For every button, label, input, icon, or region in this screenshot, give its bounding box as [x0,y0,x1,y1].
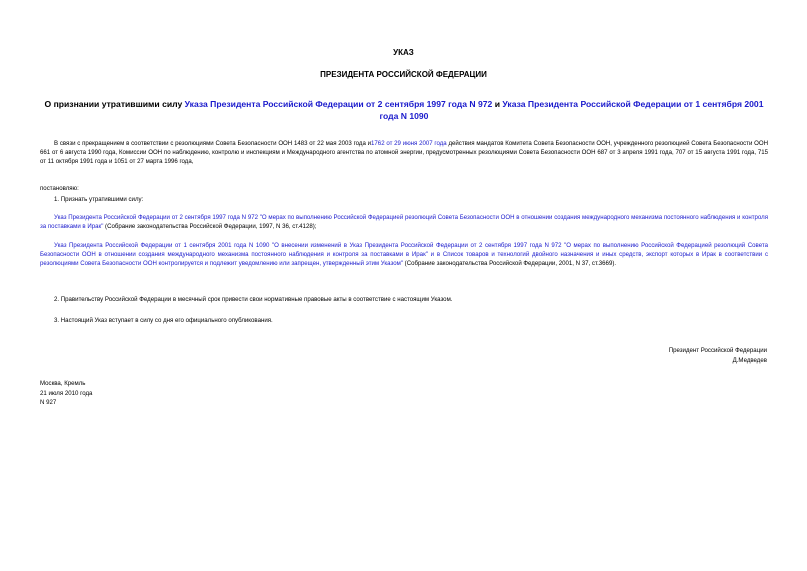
decree-1090-source: (Собрание законодательства Российской Федерации, 2001, N 37, ст.3669). [402,260,617,267]
document-title [40,98,768,122]
signatory-name: Д.Медведев [732,357,767,364]
decree-1090-link[interactable]: Указ Президента Российской Федерации от 1 сентября 2001 года N 1090 "О внесении изменений в Указ Президента Российской Федерации от 2 сентября 1997 года N 972 "О мерах по выполнению Российской Федерацией резолюций Совета Безопасности ООН в отношении создания международного механизма постоянного наблюдения и контроля за поставками в Ирак" и в Список товаров и технологий двойного назначения и иных средств, экспорт которых в Ирак в соответствии с резолюциями Совета Безопасности ООН контролируется и подлежит уведомлению или запрещен, утвержденный этим Указом" [40,242,768,267]
signature-block [669,346,767,366]
decree-972-source: (Собрание законодательства Российской Федерации, 1997, N 36, ст.4128); [103,223,317,230]
title-link-decree-972[interactable]: Указа Президента Российской Федерации от 2 сентября 1997 года N 972 [184,99,493,109]
issuance-date: 21 июля 2010 года [40,389,93,397]
item-1: 1. Признать утратившими силу: [54,196,144,203]
issuance-details [40,379,92,408]
decree-word: постановляю: [40,185,79,192]
decree-number: N 927 [40,399,57,406]
item-3: 3. Настоящий Указ вступает в силу со дня его официального опубликования. [54,317,273,324]
repealed-decree-972 [40,213,768,231]
intro-text-start: В связи с прекращением в соответствии с резолюциями Совета Безопасности ООН 1483 от 22 мая 2003 года и [54,140,372,147]
decree-972-link[interactable]: Указ Президента Российской Федерации от 2 сентября 1997 года N 972 "О мерах по выполнению Российской Федерацией резолюций Совета Безопасности ООН в отношении создания международного механизма постоянного наблюдения и контроля за поставками в Ирак" [40,214,768,230]
resolution-1762-link[interactable]: 1762 от 29 июня 2007 года [371,140,447,147]
issuer-heading: ПРЕЗИДЕНТА РОССИЙСКОЙ ФЕДЕРАЦИИ [320,70,487,79]
title-link-decree-1090[interactable]: Указа Президента Российской Федерации от 1 сентября 2001 года N 1090 [379,99,764,121]
document-type-heading: УКАЗ [393,48,414,57]
title-prefix: О признании утратившими силу [44,99,185,109]
intro-text-end: действия мандатов Комитета Совета Безопасности ООН, учрежденного резолюцией Совета Безопасности ООН 661 от 6 августа 1990 года, Комиссии ООН по наблюдению, контролю и инспекциям и Международного агентства по атомной энергии, предусмотренных резолюциями Совета Безопасности ООН 687 от 3 апреля 1991 года, 707 от 15 августа 1991 года, 715 от 11 октября 1991 года и 1051 от 27 марта 1996 года, [40,140,768,165]
signatory-position: Президент Российской Федерации [668,347,767,354]
repealed-decree-1090 [40,241,768,268]
issuance-place: Москва, Кремль [40,380,86,387]
intro-paragraph [40,139,768,166]
item-2: 2. Правительству Российской Федерации в месячный срок привести свои нормативные правовые акты в соответствие с настоящим Указом. [54,296,453,303]
title-conjunction: и [492,99,503,109]
